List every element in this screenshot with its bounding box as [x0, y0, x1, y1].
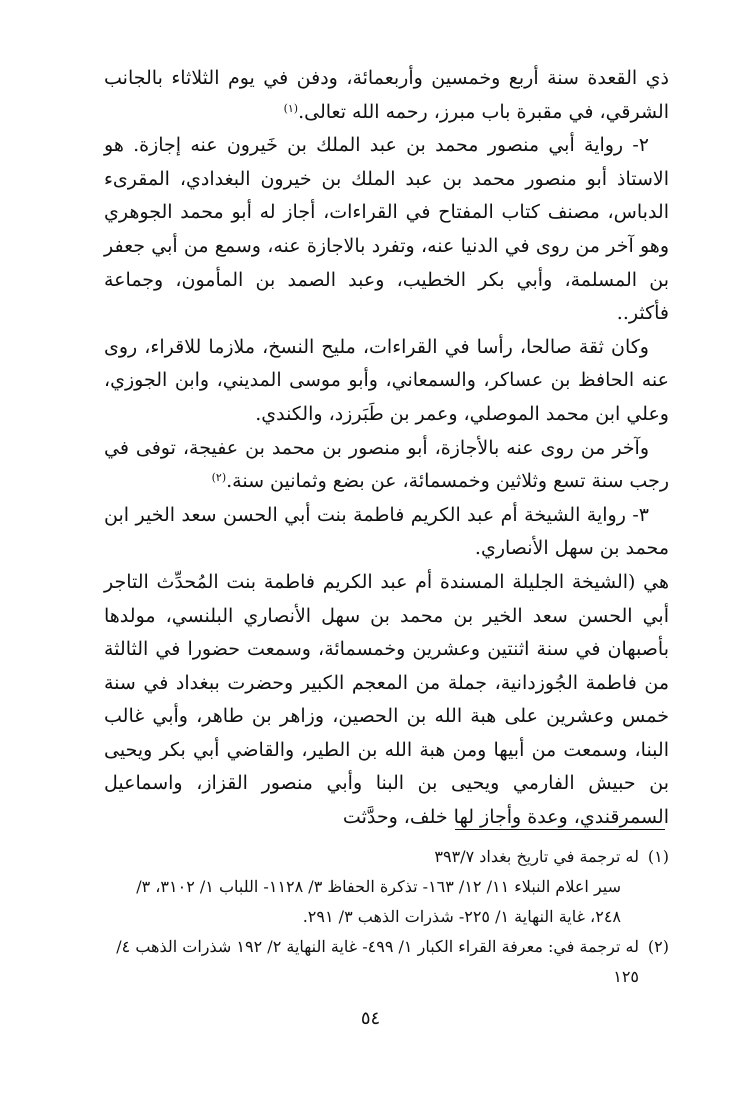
footnote [104, 842, 669, 932]
footnote-text: له ترجمة في: معرفة القراء الكبار ١/ ٤٩٩- غاية النهاية ٢/ ١٩٢ شذرات الذهب ٤/ ١٢٥ [116, 937, 639, 986]
main-text [104, 62, 669, 835]
paragraph: وكان ثقة صالحا، رأسا في القراءات، مليح النسخ، ملازما للاقراء، روى عنه الحافظ بن عساكر، والسمعاني، وأبو موسى المديني، وابن الجوزي، وعلي ابن محمد الموصلي، وعمر بن طَبَرزد، والكندي. [104, 335, 669, 425]
paragraph: وآخر من روى عنه بالأجازة، أبو منصور بن محمد بن عفيجة، توفى في رجب سنة تسع وثلاثين وخمسمائة، عن بضع وثمانين سنة.$^{(٢)}$ [104, 436, 669, 493]
paragraph: ٣- رواية الشيخة أم عبد الكريم فاطمة بنت أبي الحسن سعد الخير ابن محمد بن سهل الأنصاري. [104, 503, 669, 560]
footnote-number: (٢) [647, 937, 669, 956]
footnotes [104, 842, 669, 992]
footnote-text: له ترجمة في تاريخ بغداد ٣٩٣/٧ [434, 847, 639, 866]
paragraph: ذي القعدة سنة أربع وخمسين وأربعمائة، ودفن في يوم الثلاثاء بالجانب الشرقي، في مقبرة باب مبرز، رحمه الله تعالى.$^{(١)}$ [104, 67, 669, 123]
footnote-ref[interactable]: (٢) [211, 471, 227, 485]
footnote-ref[interactable]: (١) [283, 101, 299, 115]
footnote-number: (١) [647, 847, 669, 866]
footnote [104, 932, 669, 992]
paragraph: هي (الشيخة الجليلة المسندة أم عبد الكريم فاطمة بنت المُحدِّث التاجر أبي الحسن سعد الخير بن محمد بن سهل الأنصاري البلنسي، مولدها بأصبهان في سنة اثنتين وعشرين وخمسمائة، وسمعت حضورا في الثالثة من فاطمة الجُوزدانية، جملة من المعجم الكبير وحضرت ببغداد في سنة خمس وعشرين على هبة الله بن الحصين، وزاهر بن طاهر، وأبي غالب البنا، وسمعت من أبيها ومن هبة الله بن الطير، والقاضي أبي بكر ويحيى بن حبيش الفارمي ويحيى بن البنا وأبي منصور القزاز، واسماعيل السمرقندي، وعدة وأجاز لها خلف، وحدَّثت [104, 570, 669, 829]
footnote-divider [455, 829, 665, 830]
paragraph: ٢- رواية أبي منصور محمد بن عبد الملك بن خَيرون عنه إجازة. هو الاستاذ أبو منصور محمد بن عبد الملك بن خيرون البغدادي، المقرىء الدباس، مصنف كتاب المفتاح في القراءات، أجاز له أبو محمد الجوهري وهو آخر من روى في الدنيا عنه، وتفرد بالاجازة عنه، وسمع من أبي جعفر بن المسلمة، وأبي بكر الخطيب، وعبد الصمد بن المأمون، وجماعة فأكثر.. [104, 134, 669, 325]
page-number: ٥٤ [360, 1008, 381, 1029]
footnote-text: سير اعلام النبلاء ١١/ ١٢/ ١٦٣- تذكرة الحفاظ ٣/ ١١٢٨- اللباب ١/ ٣١٠٢، ٣/ ٢٤٨، غاية النهاية ١/ ٢٢٥- شذرات الذهب ٣/ ٢٩١. [136, 877, 621, 926]
